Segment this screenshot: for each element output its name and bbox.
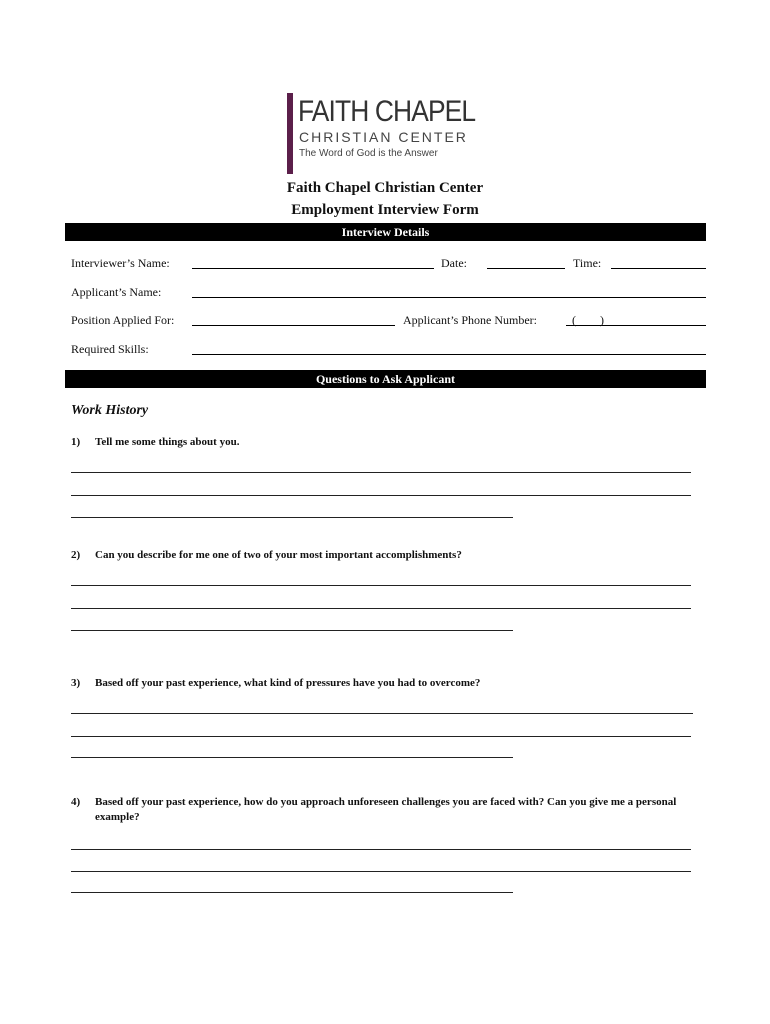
form-title: Employment Interview Form — [291, 202, 479, 218]
interviewer-name-label: Interviewer’s Name: — [71, 256, 170, 270]
answer-2-line-3[interactable] — [71, 630, 513, 631]
time-field[interactable] — [611, 268, 706, 269]
position-label: Position Applied For: — [71, 313, 175, 327]
org-title: Faith Chapel Christian Center — [286, 180, 484, 196]
answer-4-line-2[interactable] — [71, 871, 691, 872]
answer-2-line-2[interactable] — [71, 608, 691, 609]
answer-3-line-2[interactable] — [71, 736, 691, 737]
answer-4-line-3[interactable] — [71, 892, 513, 893]
skills-field[interactable] — [192, 354, 706, 355]
question-3-text: Based off your past experience, what kind of pressures have you had to overcome? — [95, 677, 481, 689]
date-field[interactable] — [487, 268, 565, 269]
phone-parentheses: ( ) — [572, 313, 604, 327]
skills-label: Required Skills: — [71, 342, 149, 356]
question-1-number: 1) — [71, 436, 81, 448]
logo-tagline: The Word of God is the Answer — [299, 148, 438, 159]
answer-1-line-1[interactable] — [71, 472, 691, 473]
question-4-text: Based off your past experience, how do you approach unforeseen challenges you are faced with? Can you give me a personal example? — [95, 796, 677, 823]
logo-line2: CHRISTIAN CENTER — [299, 129, 468, 145]
interviewer-name-field[interactable] — [192, 268, 434, 269]
date-label: Date: — [441, 256, 467, 270]
question-4-number: 4) — [71, 796, 81, 808]
question-2-text: Can you describe for me one of two of your most important accomplishments? — [95, 549, 462, 561]
question-2-number: 2) — [71, 549, 81, 561]
applicant-name-label: Applicant’s Name: — [71, 285, 162, 299]
work-history-heading: Work History — [71, 403, 149, 418]
time-label: Time: — [573, 256, 602, 270]
answer-3-line-1[interactable] — [71, 713, 693, 714]
questions-heading: Questions to Ask Applicant — [65, 370, 706, 388]
question-3-number: 3) — [71, 677, 81, 689]
answer-2-line-1[interactable] — [71, 585, 691, 586]
question-1-text: Tell me some things about you. — [95, 436, 240, 448]
answer-3-line-3[interactable] — [71, 757, 513, 758]
logo-bar — [287, 93, 293, 174]
answer-1-line-3[interactable] — [71, 517, 513, 518]
phone-label: Applicant’s Phone Number: — [403, 313, 537, 327]
applicant-name-field[interactable] — [192, 297, 706, 298]
position-field[interactable] — [192, 325, 395, 326]
logo-line1: FAITH CHAPEL — [298, 95, 476, 128]
answer-4-line-1[interactable] — [71, 849, 691, 850]
answer-1-line-2[interactable] — [71, 495, 691, 496]
interview-details-heading: Interview Details — [65, 223, 706, 241]
